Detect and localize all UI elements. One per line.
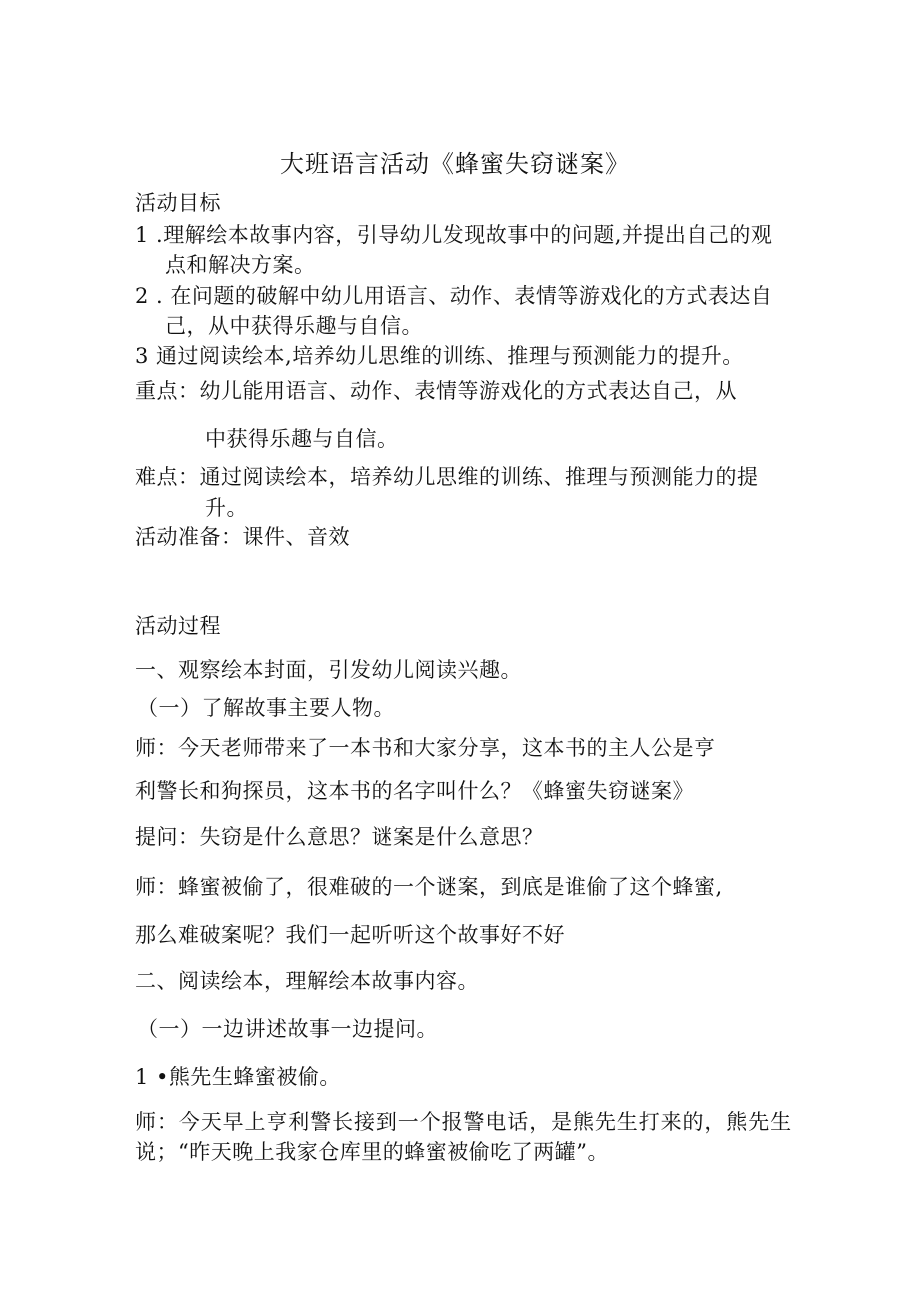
paragraph-5: 那么难破案呢？我们一起听听这个故事好不好 [135,923,565,947]
page-title: 大班语言活动《蜂蜜失窃谜案》 [280,150,630,178]
item-2-1-1: 1 •熊先生蜂蜜被偷。 [135,1065,341,1089]
section-1-heading: 一、观察绘本封面，引发幼儿阅读兴趣。 [135,658,522,682]
process-heading: 活动过程 [135,614,221,638]
goal-3: 3 通过阅读绘本,培养幼儿思维的训练、推理与预测能力的提升。 [135,344,744,368]
goal-1-line-2: 点和解决方案。 [165,253,316,277]
preparation: 活动准备：课件、音效 [135,525,350,549]
goal-2-line-2: 己，从中获得乐趣与自信。 [165,314,423,338]
subsection-2-1: （一）一边讲述故事一边提问。 [137,1017,438,1041]
key-points-line-1: 重点：幼儿能用语言、动作、表情等游戏化的方式表达自己，从 [135,379,737,403]
goals-heading: 活动目标 [135,191,221,215]
goal-1-line-1: 1 .理解绘本故事内容，引导幼儿发现故事中的问题,并提出自己的观 [135,223,773,247]
difficulty-line-2: 升。 [205,496,248,520]
difficulty-line-1: 难点：通过阅读绘本，培养幼儿思维的训练、推理与预测能力的提 [135,465,759,489]
paragraph-1: 师：今天老师带来了一本书和大家分享，这本书的主人公是亨 [135,736,716,760]
paragraph-3: 提问：失窃是什么意思？谜案是什么意思？ [135,825,544,849]
section-2-heading: 二、阅读绘本，理解绘本故事内容。 [135,969,479,993]
subsection-1-1: （一）了解故事主要人物。 [137,696,395,720]
paragraph-7: 说；“昨天晚上我家仓库里的蜂蜜被偷吃了两罐”。 [135,1140,609,1164]
key-points-line-2: 中获得乐趣与自信。 [205,427,399,451]
goal-2-line-1: 2 . 在问题的破解中幼儿用语言、动作、表情等游戏化的方式表达自 [135,284,773,308]
paragraph-4: 师：蜂蜜被偷了，很难破的一个谜案，到底是谁偷了这个蜂蜜, [135,875,723,899]
paragraph-6: 师：今天早上亨利警长接到一个报警电话，是熊先生打来的，熊先生 [135,1110,792,1134]
paragraph-2: 利警长和狗探员，这本书的名字叫什么？《蜂蜜失窃谜案》 [135,779,694,803]
